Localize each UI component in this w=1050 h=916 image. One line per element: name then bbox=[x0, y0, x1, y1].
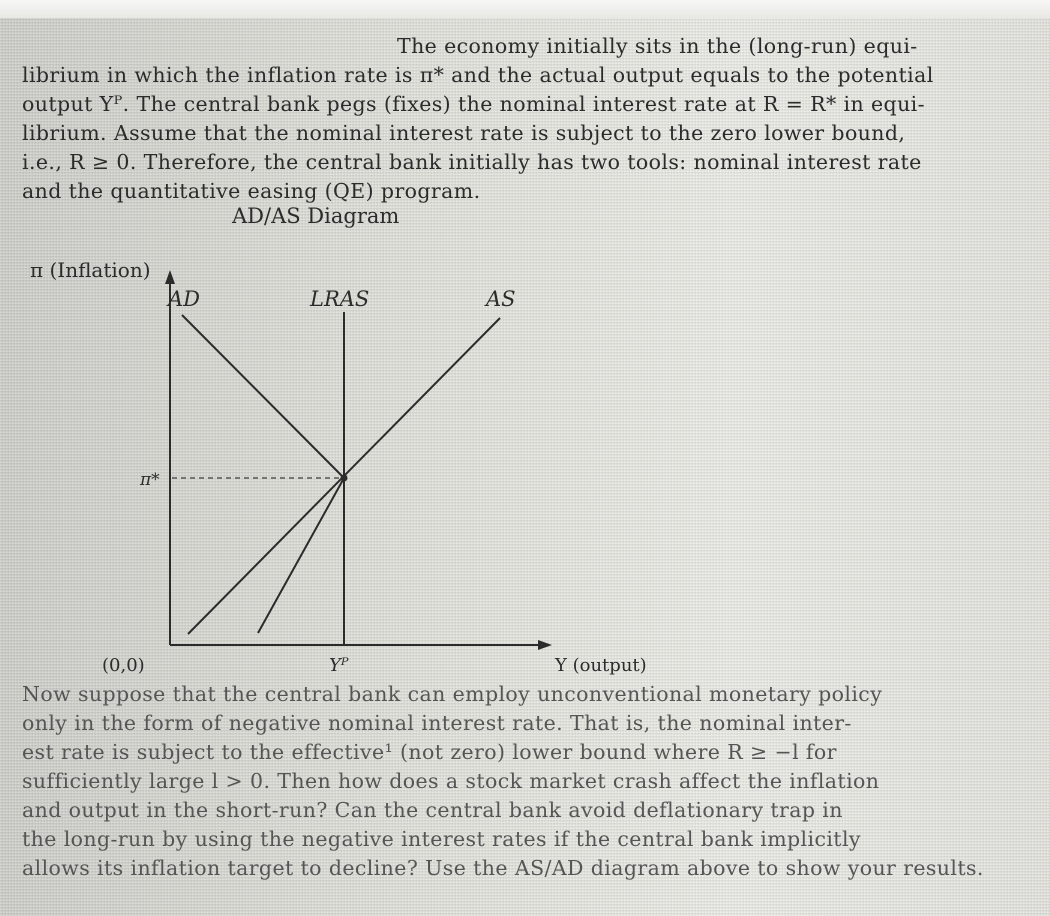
question-line: Now suppose that the central bank can employ unconventional monetary policy bbox=[22, 682, 883, 706]
question-paragraph bbox=[22, 680, 984, 883]
steep-line bbox=[258, 478, 344, 633]
as-label: AS bbox=[486, 287, 516, 311]
y-axis-label: π (Inflation) bbox=[30, 258, 151, 282]
ad-label: AD bbox=[168, 287, 201, 311]
question-line: the long-run by using the negative interest rates if the central bank implicitly bbox=[22, 827, 861, 851]
question-line: allows its inflation target to decline? Use the AS/AD diagram above to show your results. bbox=[22, 856, 984, 880]
question-line: and output in the short-run? Can the central bank avoid deflationary trap in bbox=[22, 798, 843, 822]
intro-line: librium. Assume that the nominal interest rate is subject to the zero lower bound, bbox=[22, 121, 906, 145]
question-line: sufficiently large l > 0. Then how does a stock market crash affect the inflation bbox=[22, 769, 880, 793]
intro-line: i.e., R ≥ 0. Therefore, the central bank initially has two tools: nominal interest rate bbox=[22, 150, 922, 174]
pi-star-label: π* bbox=[140, 470, 160, 490]
yp-label: Yᴾ bbox=[329, 655, 349, 676]
lras-label: LRAS bbox=[310, 287, 370, 311]
intro-line: The economy initially sits in the (long-run) equi- bbox=[397, 34, 918, 58]
ad-curve bbox=[182, 315, 344, 478]
y-axis-arrow-icon bbox=[165, 270, 175, 284]
question-line: est rate is subject to the effective¹ (not zero) lower bound where R ≥ −l for bbox=[22, 740, 837, 764]
x-axis-arrow-icon bbox=[538, 640, 552, 650]
intro-line: librium in which the inflation rate is π* and the actual output equals to the potential bbox=[22, 63, 934, 87]
origin-label: (0,0) bbox=[102, 655, 145, 676]
equilibrium-point bbox=[341, 475, 348, 482]
x-axis-label: Y (output) bbox=[555, 655, 647, 676]
intro-line: output Yᴾ. The central bank pegs (fixes) the nominal interest rate at R = R* in equi- bbox=[22, 92, 925, 116]
question-line: only in the form of negative nominal interest rate. That is, the nominal inter- bbox=[22, 711, 852, 735]
intro-line: and the quantitative easing (QE) program. bbox=[22, 179, 481, 203]
diagram-title: AD/AS Diagram bbox=[232, 204, 400, 228]
